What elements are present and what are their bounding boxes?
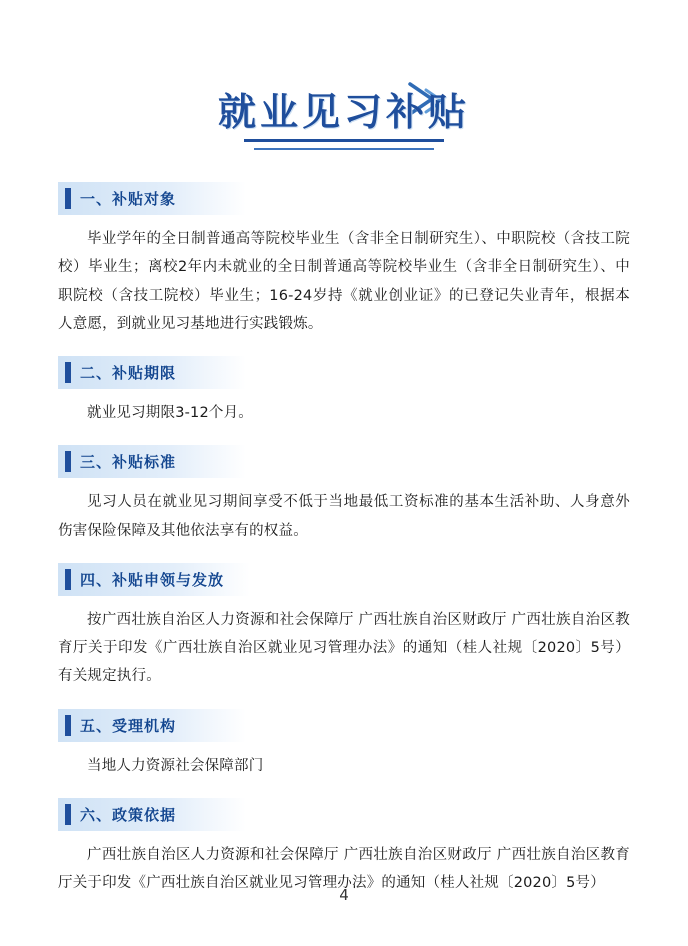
section-heading-label: 五、受理机构 [80,716,177,735]
section-heading-banner [58,356,246,389]
section-body-text: 广西壮族自治区人力资源和社会保障厅 广西壮族自治区财政厅 广西壮族自治区教育厅关于印发《广西壮族自治区就业见习管理办法》的通知（桂人社规〔2020〕5号） [58,846,630,892]
section-heading-label: 六、政策依据 [80,805,177,824]
title-underline-primary [244,139,444,142]
section-heading-label: 二、补贴期限 [80,364,177,383]
section-4 [58,563,630,691]
document-page [0,52,688,946]
section-heading-banner [58,563,250,596]
section-body-text: 就业见习期限3-12个月。 [87,405,254,422]
section-heading-banner [58,445,246,478]
section-6 [58,798,630,898]
document-title-block [58,52,630,164]
section-5 [58,709,630,780]
section-body-text: 按广西壮族自治区人力资源和社会保障厅 广西壮族自治区财政厅 广西壮族自治区教育厅关于印发《广西壮族自治区就业见习管理办法》的通知（桂人社规〔2020〕5号）有关规定执行。 [58,611,630,685]
section-3 [58,445,630,545]
section-body-text: 当地人力资源社会保障部门 [87,757,264,774]
title-underline-secondary [254,148,434,150]
section-2 [58,356,630,427]
section-body-text: 毕业学年的全日制普通高等院校毕业生（含非全日制研究生）、中职院校（含技工院校）毕业生；离校2年内未就业的全日制普通高等院校毕业生（含非全日制研究生）、中职院校（含技工院校）毕业生；16-24岁持《就业创业证》的已登记失业青年，根据本人意愿，到就业见习基地进行实践锻炼。 [58,231,630,332]
section-1 [58,182,630,338]
section-heading-label: 一、补贴对象 [80,190,177,208]
page-title: 就业见习补贴 [217,89,470,134]
page-number: 4 [339,886,349,904]
section-heading-banner [58,709,246,742]
section-heading-label: 四、补贴申领与发放 [80,570,225,589]
section-heading-label: 三、补贴标准 [80,453,177,472]
section-body-text: 见习人员在就业见习期间享受不低于当地最低工资标准的基本生活补助、人身意外伤害保险保障及其他依法享有的权益。 [58,494,630,539]
section-heading-banner [58,798,246,831]
section-heading-banner [58,182,246,215]
